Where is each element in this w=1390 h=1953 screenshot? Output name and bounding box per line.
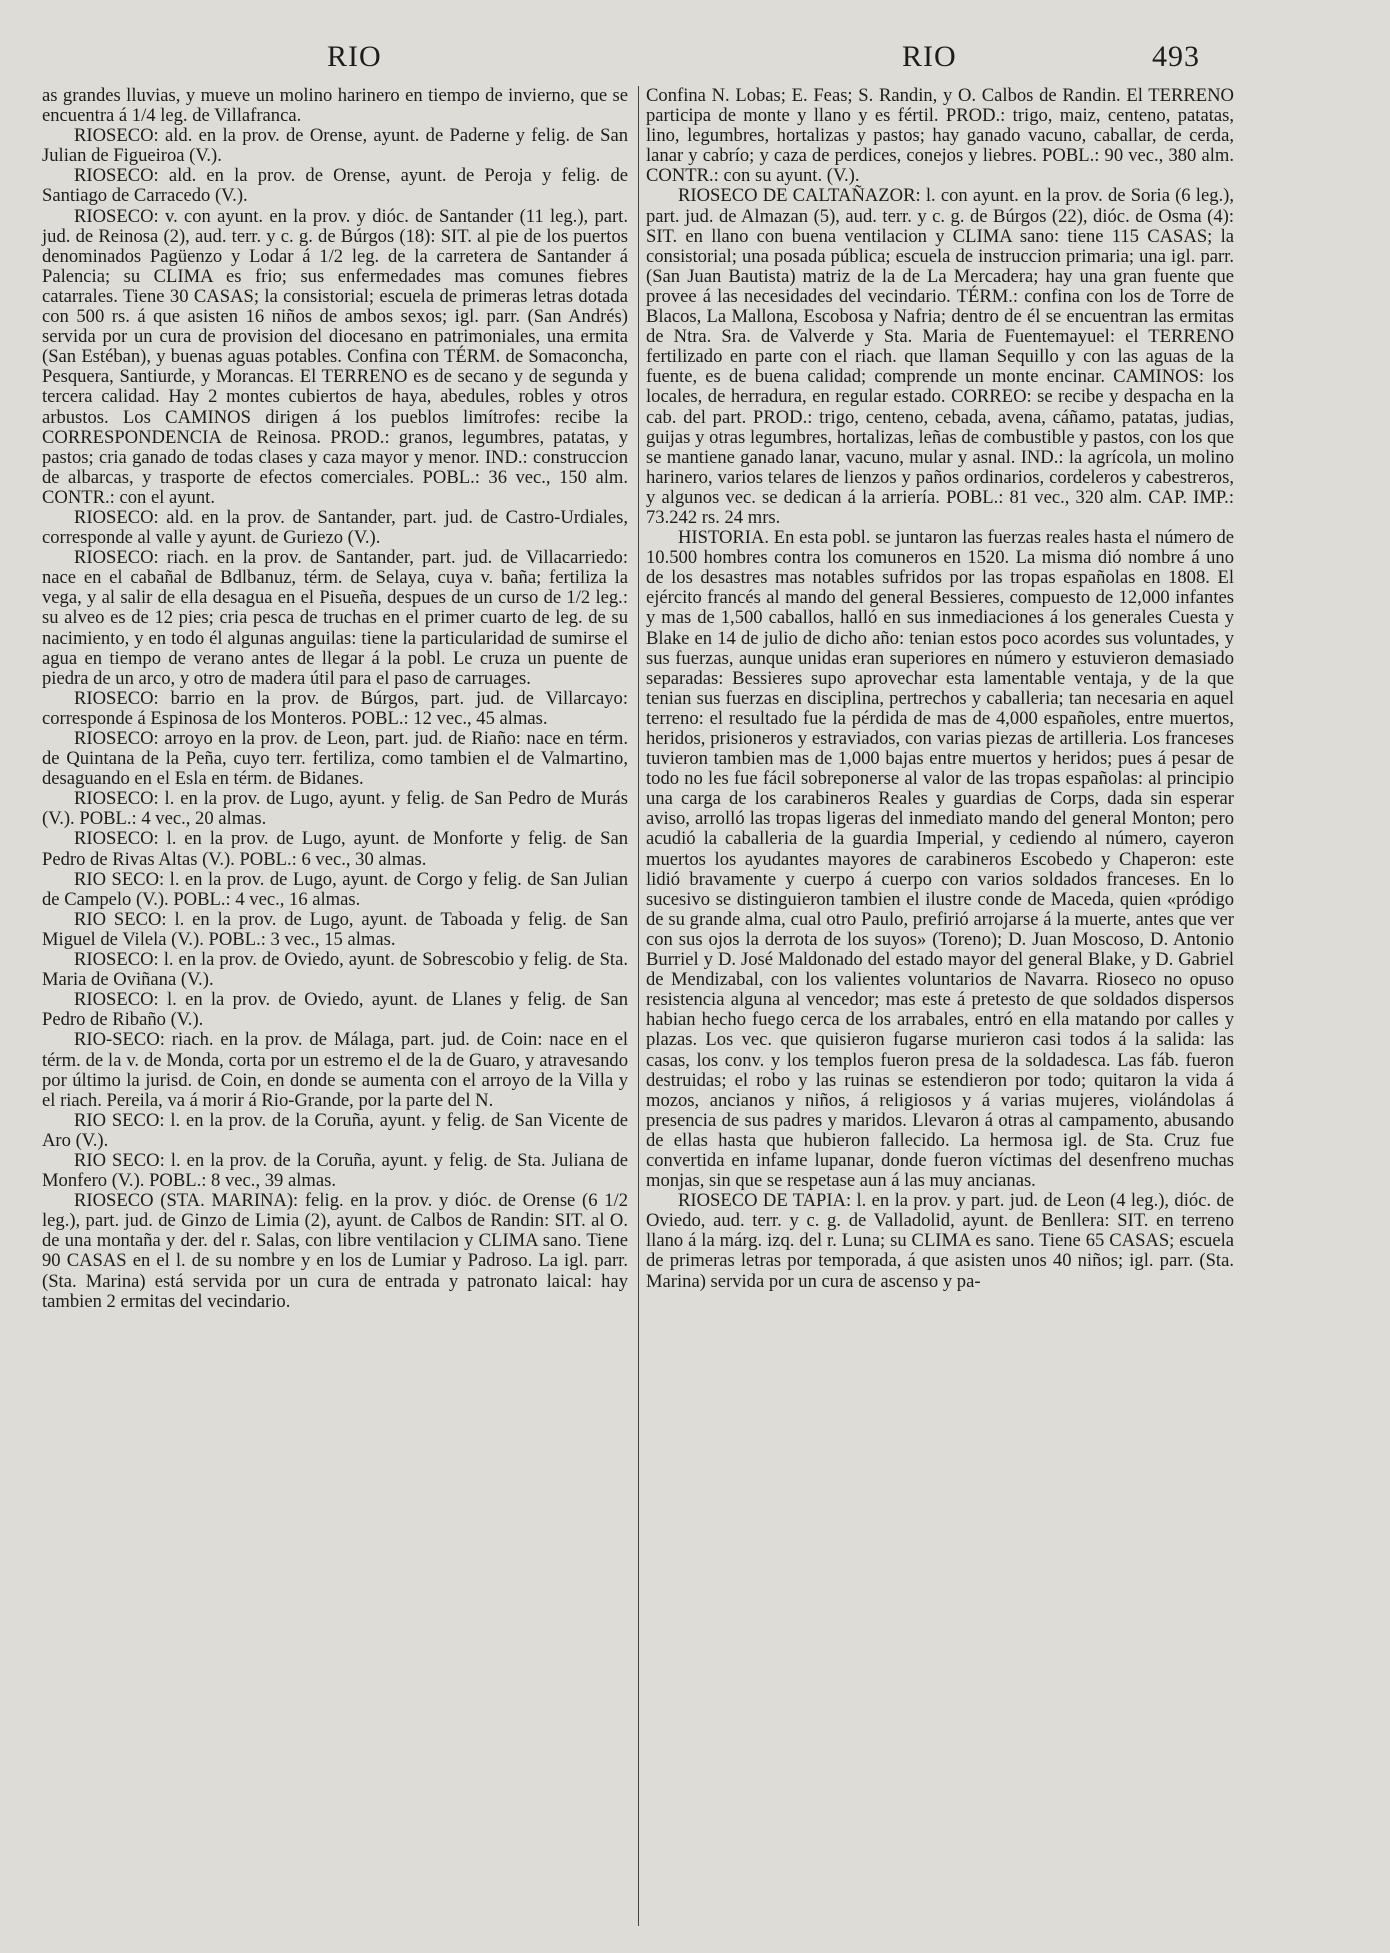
- column-divider: [638, 86, 639, 1926]
- entry-paragraph: RIO SECO: l. en la prov. de la Coruña, ayunt. y felig. de Sta. Juliana de Monfero (V.). POBL.: 8 vec., 39 almas.: [42, 1149, 628, 1192]
- entry-paragraph: RIOSECO (STA. MARINA): felig. en la prov. y dióc. de Orense (6 1/2 leg.), part. jud. de Ginzo de Limia (2), ayunt. de Calbos de Randin: SIT. al O. de una montaña y der. del r. Salas, con libre ventilacion y CLIMA sano. Tiene 90 CASAS en el l. de su nombre y en los de Lumiar y Padroso. La igl. parr. (Sta. Marina) está servida por un cura de entrada y patronato laical: hay tambien 2 ermitas del vecindario.: [42, 1190, 628, 1312]
- entry-paragraph: RIOSECO DE TAPIA: l. en la prov. y part. jud. de Leon (4 leg.), dióc. de Oviedo, aud. terr. y c. g. de Valladolid, ayunt. de Benllera: SIT. en terreno llano á la márg. izq. del r. Luna; su CLIMA es sano. Tiene 65 CASAS; escuela de primeras letras por temporada, á que asisten unos 40 niños; igl. parr. (Sta. Marina) servida por un cura de ascenso y pa-: [646, 1190, 1234, 1292]
- entry-paragraph: HISTORIA. En esta pobl. se juntaron las fuerzas reales hasta el número de 10.500 hombres contra los comuneros en 1520. La misma dió nombre á uno de los desastres mas notables sufridos por las tropas españolas en 1808. El ejército francés al mando del general Bessieres, compuesto de 12,000 infantes y mas de 1,500 caballos, halló en sus inmediaciones á los generales Cuesta y Blake en 14 de julio de dicho año: tenian estos poco acordes sus voluntades, y sus fuerzas, aunque unidas eran superiores en número y estuvieron demasiado separadas: Bessieres supo aprovechar esta lamentable ventaja, y de la que tenian sus fuerzas en disciplina, pertrechos y caballeria; tan necesaria en aquel terreno: el resultado fue la pérdida de mas de 4,000 españoles, entre muertos, heridos, prisioneros y estraviados, con varias piezas de artilleria. Los franceses tuvieron tambien mas de 1,000 bajas entre muertos y heridos; pues á pesar de todo no les fue fácil sobreponerse al valor de las tropas españolas: al principio una carga de los carabineros Reales y guardias de Corps, dada sin esperar aviso, arrolló las tropas ligeras del inmediato mando del general Monton; pero acudió la caballeria de la guardia Imperial, y cediendo al número, cayeron muertos los ayudantes mayores de carabineros Escobedo y Chaperon: este lidió bravamente y cuerpo á cuerpo con varios soldados franceses. En lo sucesivo se distinguieron tambien el ilustre conde de Maceda, quien «pródigo de su grande alma, cual otro Paulo, prefirió arrojarse á la muerte, antes que ver con sus ojos la derrota de los suyos» (Toreno); D. Juan Moscoso, D. Antonio Burriel y D. José Maldonado del estado mayor del general Blake, y D. Gabriel de Mendizabal, con los valientes voluntarios de Navarra. Rioseco no opuso resistencia alguna al vencedor; mas este á pretesto de que soldados dispersos habian hecho fuego cerca de los arrabales, entró en ella matando por calles y plazas. Los vec. que quisieron fugarse murieron casi todos á la salida: las casas, los conv. y los templos fueron presa de la soldadesca. Las fáb. fueron destruidas; el robo y las ruinas se estendieron por todo; quitaron la vida á mozos, ancianos y niños, á religiosos y á varias mujeres, violándolas á presencia de sus padres y maridos. Llevaron á otras al campamento, abusando de ellas hasta que hubieron fallecido. La hermosa igl. de Sta. Cruz fue convertida en infame lupanar, donde fueron víctimas del desenfreno muchas monjas, sin que se respetase aun á las muy ancianas.: [646, 527, 1234, 1192]
- entry-paragraph: RIOSECO: l. en la prov. de Lugo, ayunt. de Monforte y felig. de San Pedro de Rivas Altas (V.). POBL.: 6 vec., 30 almas.: [42, 828, 628, 870]
- entry-paragraph: RIO SECO: l. en la prov. de Lugo, ayunt. de Taboada y felig. de San Miguel de Vilela (V.). POBL.: 3 vec., 15 almas.: [42, 908, 628, 950]
- entry-paragraph: RIOSECO: v. con ayunt. en la prov. y dióc. de Santander (11 leg.), part. jud. de Reinosa (2), aud. terr. y c. g. de Búrgos (18): SIT. al pie de los puertos denominados Pagüenzo y Lodar á 1/2 leg. de la carretera de Santander á Palencia; su CLIMA es frio; sus enfermedades mas comunes fiebres catarrales. Tiene 30 CASAS; la consistorial; escuela de primeras letras dotada con 500 rs. á que asisten 16 niños de ambos sexos; igl. parr. (San Andrés) servida por un cura de provision del diocesano en patrimoniales, una ermita (San Estéban), y buenas aguas potables. Confina con TÉRM. de Somaconcha, Pesquera, Santiurde, y Morancas. El TERRENO es de secano y de segunda y tercera calidad. Hay 2 montes cubiertos de haya, abedules, robles y otros arbustos. Los CAMINOS dirigen á los pueblos limítrofes: recibe la CORRESPONDENCIA de Reinosa. PROD.: granos, legumbres, patatas, y pastos; cria ganado de todas clases y caza mayor y menor. IND.: construccion de albarcas, y trasporte de efectos comerciales. POBL.: 36 vec., 150 alm. CONTR.: con el ayunt.: [42, 205, 628, 508]
- left-column: [42, 86, 628, 1312]
- entry-paragraph: as grandes lluvias, y mueve un molino harinero en tiempo de invierno, que se encuentra á 1/4 leg. de Villafranca.: [42, 85, 628, 127]
- entry-paragraph: RIOSECO DE CALTAÑAZOR: l. con ayunt. en la prov. de Soria (6 leg.), part. jud. de Almazan (5), aud. terr. y c. g. de Búrgos (22), dióc. de Osma (4): SIT. en llano con buena ventilacion y CLIMA sano: tiene 115 CASAS; la consistorial; una posada pública; escuela de instruccion primaria; una igl. parr. (San Juan Bautista) matriz de la de La Mercadera; hay una gran fuente que provee á las necesidades del vecindario. TÉRM.: confina con los de Torre de Blacos, La Mallona, Escobosa y Nafria; dentro de él se encuentran las ermitas de Ntra. Sra. de Valverde y Sta. Maria de Fuentemayuel: el TERRENO fertilizado en parte con el riach. que llaman Sequillo y con las aguas de la fuente, es de buena calidad; comprende un monte encinar. CAMINOS: los locales, de herradura, en regular estado. CORREO: se recibe y despacha en la cab. del part. PROD.: trigo, centeno, cebada, avena, cáñamo, patatas, judias, guijas y otras legumbres, hortalizas, leñas de combustible y pastos, con los que se mantiene ganado lanar, vacuno, mular y asnal. IND.: la agrícola, un molino harinero, varios telares de lienzos y paños ordinarios, cordeleros y cabestreros, y algunos vec. se dedican á la arriería. POBL.: 81 vec., 320 alm. CAP. IMP.: 73.242 rs. 24 mrs.: [646, 185, 1234, 528]
- entry-paragraph: RIOSECO: l. en la prov. de Oviedo, ayunt. de Sobrescobio y felig. de Sta. Maria de Oviñana (V.).: [42, 949, 628, 991]
- header-left-title: RIO: [327, 40, 382, 73]
- entry-paragraph: RIOSECO: ald. en la prov. de Santander, part. jud. de Castro-Urdiales, corresponde al valle y ayunt. de Guriezo (V.).: [42, 506, 628, 549]
- entry-paragraph: RIO SECO: l. en la prov. de la Coruña, ayunt. y felig. de San Vicente de Aro (V.).: [42, 1109, 628, 1151]
- page-number: 493: [1152, 40, 1200, 73]
- entry-paragraph: RIOSECO: l. en la prov. de Oviedo, ayunt. de Llanes y felig. de San Pedro de Ribaño (V.).: [42, 989, 628, 1031]
- header-right-title: RIO: [902, 40, 957, 73]
- right-column: [646, 86, 1234, 1292]
- entry-paragraph: RIO-SECO: riach. en la prov. de Málaga, part. jud. de Coin: nace en el térm. de la v. de Monda, corta por un estremo el de la de Guaro, y atravesando por último la jurisd. de Coin, en donde se aumenta con el arroyo de la Villa y el riach. Pereila, va á morir á Rio-Grande, por la parte del N.: [42, 1029, 628, 1111]
- entry-paragraph: RIOSECO: l. en la prov. de Lugo, ayunt. y felig. de San Pedro de Murás (V.). POBL.: 4 vec., 20 almas.: [42, 788, 628, 830]
- entry-paragraph: Confina N. Lobas; E. Feas; S. Randin, y O. Calbos de Randin. El TERRENO participa de monte y llano y es fértil. PROD.: trigo, maiz, centeno, patatas, lino, legumbres, hortalizas y pastos; hay ganado vacuno, caballar, de cerda, lanar y cabrío; y caza de perdices, conejos y liebres. POBL.: 90 vec., 380 alm. CONTR.: con su ayunt. (V.).: [646, 85, 1234, 187]
- entry-paragraph: RIOSECO: ald. en la prov. de Orense, ayunt. de Peroja y felig. de Santiago de Carracedo (V.).: [42, 165, 628, 207]
- entry-paragraph: RIOSECO: riach. en la prov. de Santander, part. jud. de Villacarriedo: nace en el cabañal de Bdlbanuz, térm. de Selaya, cuya v. baña; fertiliza la vega, y al salir de ella desagua en el Pisueña, despues de un curso de 1/2 leg.: su alveo es de 12 pies; cria pesca de truchas en el primer cuarto de leg. de su nacimiento, y en todo él algunas anguilas: tiene la particularidad de sumirse el agua en tiempo de verano antes de llegar á la pobl. Le cruza un puente de piedra de un arco, y otro de madera útil para el paso de carruages.: [42, 547, 628, 689]
- entry-paragraph: RIOSECO: arroyo en la prov. de Leon, part. jud. de Riaño: nace en térm. de Quintana de la Peña, cuyo terr. fertiliza, como tambien el de Valmartino, desaguando en el Esla en térm. de Bidanes.: [42, 728, 628, 790]
- running-header: [42, 40, 1200, 80]
- entry-paragraph: RIO SECO: l. en la prov. de Lugo, ayunt. de Corgo y felig. de San Julian de Campelo (V.). POBL.: 4 vec., 16 almas.: [42, 868, 628, 910]
- entry-paragraph: RIOSECO: barrio en la prov. de Búrgos, part. jud. de Villarcayo: corresponde á Espinosa de los Monteros. POBL.: 12 vec., 45 almas.: [42, 687, 628, 729]
- entry-paragraph: RIOSECO: ald. en la prov. de Orense, ayunt. de Paderne y felig. de San Julian de Figueiroa (V.).: [42, 125, 628, 167]
